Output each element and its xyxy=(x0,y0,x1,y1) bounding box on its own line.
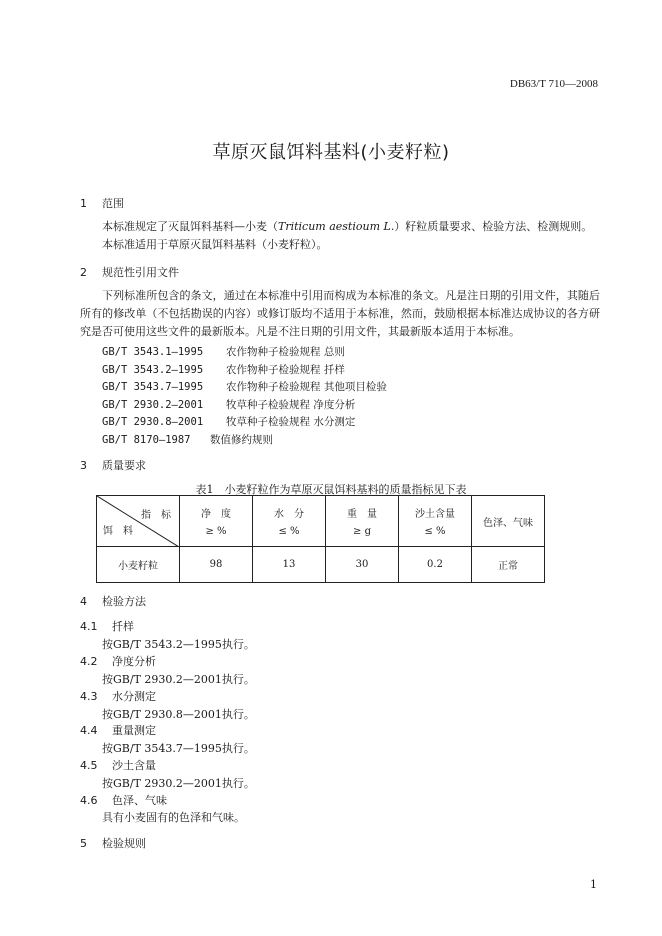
subsection-heading: 4.6 色泽、气味 xyxy=(80,794,167,807)
header-indicator-label: 指 标 xyxy=(141,510,171,521)
column-header: 重 量 ≥ g xyxy=(326,496,399,547)
section-number: 3 xyxy=(80,459,87,472)
scope-paragraph-1: 本标准规定了灭鼠饵料基料—小麦（Triticum aestioum L.）籽粒质量要求、检验方法、检测规则。 xyxy=(102,220,593,233)
reference-item: GB/T 3543.7—1995 农作物种子检验规程 其他项目检验 xyxy=(102,381,387,393)
section-2-heading xyxy=(80,264,179,280)
subsection-text: 按GB/T 3543.7—1995执行。 xyxy=(102,742,255,755)
section-title: 检验规则 xyxy=(102,837,146,850)
reference-item: GB/T 3543.2—1995 农作物种子检验规程 扦样 xyxy=(102,364,345,376)
table-cell: 正常 xyxy=(472,547,545,583)
table-cell: 30 xyxy=(326,547,399,583)
section-number: 1 xyxy=(80,197,87,210)
column-header: 净 度 ≥ % xyxy=(180,496,253,547)
scope-paragraph-2: 本标准适用于草原灭鼠饵料基料（小麦籽粒）。 xyxy=(102,238,328,251)
section-number: 4 xyxy=(80,595,87,608)
section-number: 5 xyxy=(80,837,87,850)
column-header: 色泽、气味 xyxy=(472,496,545,547)
section-4-heading xyxy=(80,593,146,609)
latin-name: Triticum aestioum L. xyxy=(278,220,395,233)
subsection-heading: 4.5 沙土含量 xyxy=(80,759,156,772)
table-caption: 表1 小麦籽粒作为草原灭鼠饵料基料的质量指标见下表 xyxy=(195,483,467,496)
subsection-text: 按GB/T 3543.2—1995执行。 xyxy=(102,638,255,651)
section-3-heading xyxy=(80,457,146,473)
subsection-heading: 4.4 重量测定 xyxy=(80,724,156,737)
subsection-text: 按GB/T 2930.2—2001执行。 xyxy=(102,673,255,686)
table-cell: 0.2 xyxy=(399,547,472,583)
row-label: 小麦籽粒 xyxy=(97,547,180,583)
column-header: 水 分 ≤ % xyxy=(253,496,326,547)
subsection-text: 具有小麦固有的色泽和气味。 xyxy=(102,811,245,824)
subsection-heading: 4.2 净度分析 xyxy=(80,655,156,668)
reference-item: GB/T 2930.2—2001 牧草种子检验规程 净度分析 xyxy=(102,399,356,411)
reference-item: GB/T 2930.8—2001 牧草种子检验规程 水分测定 xyxy=(102,416,356,428)
normative-paragraph: 下列标准所包含的条文，通过在本标准中引用而构成为本标准的条文。凡是注日期的引用文件，其随后所有的修改单（不包括勘误的内容）或修订版均不适用于本标准，然而，鼓励根据本标准达成协议的各方研究是否可使用这些文件的最新版本。凡是不注日期的引用文件，其最新版本适用于本标准。 xyxy=(80,289,600,338)
section-title: 检验方法 xyxy=(102,595,146,608)
section-title: 质量要求 xyxy=(102,459,146,472)
subsection-text: 按GB/T 2930.2—2001执行。 xyxy=(102,777,255,790)
column-header: 沙土含量 ≤ % xyxy=(399,496,472,547)
section-5-heading xyxy=(80,835,146,851)
section-number: 2 xyxy=(80,266,87,279)
subsection-heading: 4.3 水分测定 xyxy=(80,690,156,703)
subsection-heading: 4.1 扦样 xyxy=(80,620,134,633)
table-row xyxy=(97,547,545,583)
section-title: 规范性引用文件 xyxy=(102,266,179,279)
quality-table xyxy=(96,495,545,583)
document-code: DB63/T 710—2008 xyxy=(509,78,598,90)
header-bait-label: 饵 料 xyxy=(103,526,133,537)
page-number: 1 xyxy=(590,878,597,891)
reference-item: GB/T 3543.1—1995 农作物种子检验规程 总则 xyxy=(102,346,345,358)
section-title: 范围 xyxy=(102,197,124,210)
diagonal-header-cell xyxy=(97,496,180,547)
page-title: 草原灭鼠饵料基料(小麦籽粒) xyxy=(212,142,450,163)
table-cell: 98 xyxy=(180,547,253,583)
subsection-text: 按GB/T 2930.8—2001执行。 xyxy=(102,708,255,721)
reference-item: GB/T 8170—1987 数值修约规则 xyxy=(102,434,273,446)
section-1-heading xyxy=(80,195,124,211)
table-cell: 13 xyxy=(253,547,326,583)
